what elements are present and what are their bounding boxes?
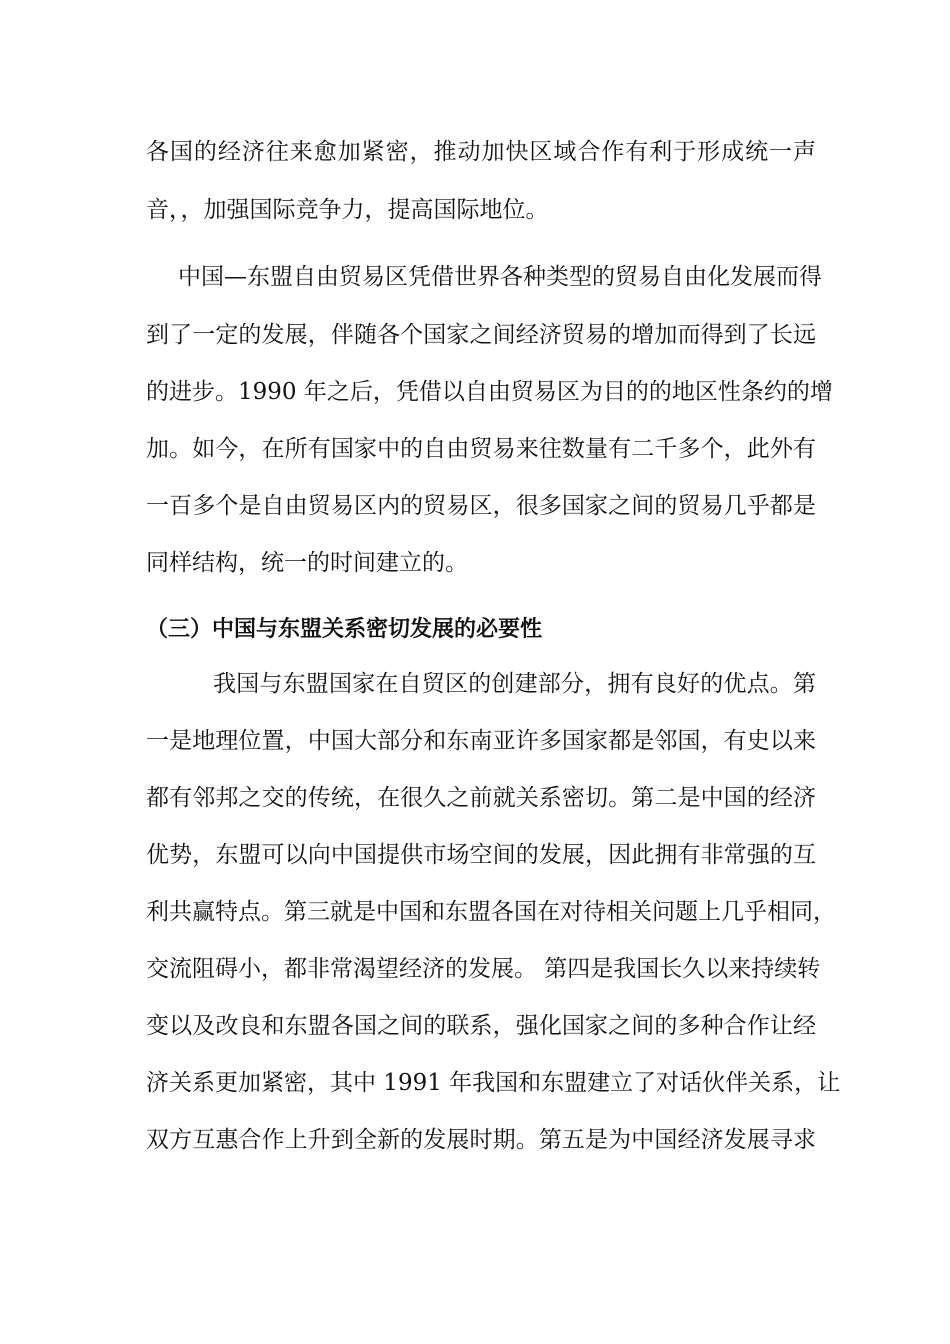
paragraph-3-line-5: 利共赢特点。第三就是中国和东盟各国在对待相关问题上几乎相同， [146,899,836,925]
paragraph-2-line-3: 的进步。1990 年之后，凭借以自由贸易区为目的的地区性条约的增 [146,379,833,405]
paragraph-2-line-1: 中国—东盟自由贸易区凭借世界各种类型的贸易自由化发展而得 [178,264,822,290]
paragraph-1-line-2: 音，，加强国际竞争力，提高国际地位。 [146,197,549,223]
paragraph-1-line-1: 各国的经济往来愈加紧密，推动加快区域合作有利于形成统一声 [146,139,816,165]
section-heading: （三）中国与东盟关系密切发展的必要性 [146,617,543,642]
paragraph-3-line-4: 优势，东盟可以向中国提供市场空间的发展，因此拥有非常强的互 [146,842,816,868]
paragraph-3-line-9: 双方互惠合作上升到全新的发展时期。第五是为中国经济发展寻求 [146,1127,816,1153]
paragraph-3-line-6: 交流阻碍小，都非常渴望经济的发展。 第四是我国长久以来持续转 [146,956,821,982]
paragraph-2-line-2: 到了一定的发展，伴随各个国家之间经济贸易的增加而得到了长远 [146,322,816,348]
paragraph-3-line-8: 济关系更加紧密，其中 1991 年我国和东盟建立了对话伙伴关系，让 [146,1070,841,1096]
paragraph-2-line-5: 一百多个是自由贸易区内的贸易区，很多国家之间的贸易几乎都是 [146,493,816,519]
paragraph-3-line-1: 我国与东盟国家在自贸区的创建部分，拥有良好的优点。第 [213,671,816,697]
paragraph-2-line-4: 加。如今，在所有国家中的自由贸易来往数量有二千多个，此外有 [146,436,816,462]
paragraph-2-line-6: 同样结构，统一的时间建立的。 [146,550,468,576]
paragraph-3-line-7: 变以及改良和东盟各国之间的联系，强化国家之间的多种合作让经 [146,1013,816,1039]
paragraph-3-line-2: 一是地理位置，中国大部分和东南亚许多国家都是邻国，有史以来 [146,728,816,754]
paragraph-3-line-3: 都有邻邦之交的传统，在很久之前就关系密切。第二是中国的经济 [146,785,816,811]
